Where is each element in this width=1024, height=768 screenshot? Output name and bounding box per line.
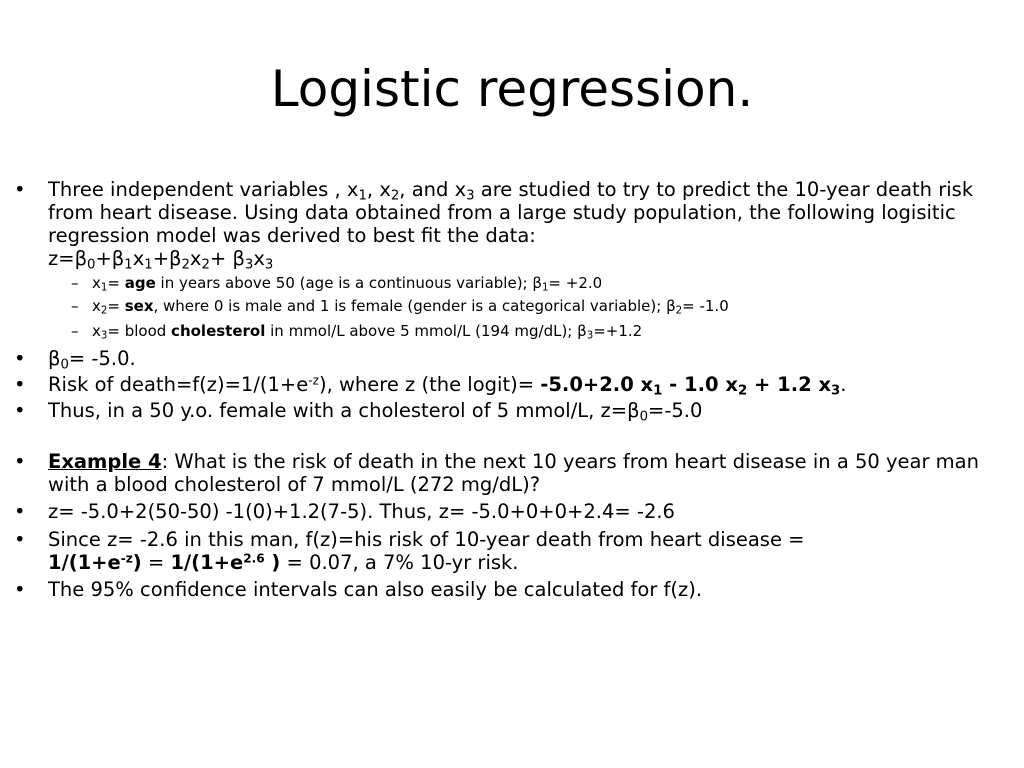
subscript: 1 bbox=[358, 188, 367, 204]
text: = -1.0 bbox=[682, 297, 729, 315]
text: x bbox=[92, 322, 101, 340]
text: in years above 50 (age is a continuous variable); β bbox=[155, 274, 542, 292]
text: -5.0+2.0 x bbox=[540, 373, 654, 396]
text: Risk of death=f(z)=1/(1+e bbox=[48, 373, 309, 396]
text: =+1.2 bbox=[593, 322, 643, 340]
subscript: 1 bbox=[653, 383, 663, 399]
bullet-marker: • bbox=[14, 528, 26, 551]
dash-marker: – bbox=[71, 274, 79, 292]
text: z= -5.0+2(50-50) -1(0)+1.2(7-5). Thus, z= -5.0+0+0+2.4= -2.6 bbox=[48, 500, 675, 523]
text: x bbox=[132, 247, 145, 270]
text: The 95% confidence intervals can also easily be calculated for f(z). bbox=[48, 578, 703, 601]
example-heading: Example 4 bbox=[48, 450, 162, 473]
text: x bbox=[92, 297, 101, 315]
subscript: 1 bbox=[124, 257, 133, 273]
text: x bbox=[189, 247, 202, 270]
subscript: 2 bbox=[675, 305, 683, 317]
bold-term: age bbox=[124, 274, 156, 292]
bullet-confidence-intervals bbox=[14, 578, 1014, 601]
bullet-marker: • bbox=[14, 450, 26, 473]
subscript: 0 bbox=[87, 257, 96, 273]
text: , and x bbox=[399, 178, 467, 201]
text: , x bbox=[366, 178, 391, 201]
subscript: 0 bbox=[639, 409, 648, 425]
text: = 0.07, a 7% 10-yr risk. bbox=[280, 551, 519, 574]
subscript: 3 bbox=[831, 383, 841, 399]
text: Thus, in a 50 y.o. female with a cholesterol of 5 mmol/L, z=β bbox=[48, 399, 640, 422]
bold-expression: ) bbox=[132, 551, 142, 574]
slide-body bbox=[14, 178, 1014, 601]
subscript: 3 bbox=[466, 188, 475, 204]
subscript: 0 bbox=[60, 357, 69, 373]
bullet-marker: • bbox=[14, 500, 26, 523]
text: =-5.0 bbox=[648, 399, 703, 422]
text: + 1.2 x bbox=[747, 373, 832, 396]
bold-term: cholesterol bbox=[171, 322, 266, 340]
model-formula bbox=[48, 247, 274, 273]
subscript: 3 bbox=[100, 330, 108, 342]
dash-marker: – bbox=[71, 322, 79, 340]
subscript: 2 bbox=[100, 305, 108, 317]
text: - 1.0 x bbox=[662, 373, 738, 396]
superscript: -z bbox=[308, 373, 319, 388]
text: are studied to try to predict the 10-year death risk from heart disease. Using data obtained from a large study population, the following logisitic regression model was derived to best fit the data: bbox=[48, 178, 974, 247]
superscript: -z bbox=[120, 551, 133, 566]
superscript: 2.6 bbox=[243, 551, 265, 566]
dash-marker: – bbox=[71, 297, 79, 315]
text: x bbox=[92, 274, 101, 292]
bullet-risk-formula bbox=[14, 373, 1014, 399]
text: +β bbox=[152, 247, 182, 270]
bold-expression: 1/(1+e bbox=[48, 551, 121, 574]
subscript: 1 bbox=[541, 282, 549, 294]
text: = blood bbox=[107, 322, 172, 340]
text: = bbox=[107, 297, 125, 315]
bullet-risk-result bbox=[14, 528, 1014, 574]
text: = bbox=[107, 274, 125, 292]
text: β bbox=[48, 347, 61, 370]
text: ), where z (the logit)= bbox=[318, 373, 541, 396]
subscript: 3 bbox=[264, 257, 274, 273]
text: x bbox=[253, 247, 265, 270]
subscript: 1 bbox=[144, 257, 153, 273]
text: + β bbox=[209, 247, 245, 270]
text: . bbox=[840, 373, 847, 396]
bullet-marker: • bbox=[14, 399, 26, 422]
subscript: 1 bbox=[100, 282, 108, 294]
text: , where 0 is male and 1 is female (gender is a categorical variable); β bbox=[153, 297, 676, 315]
text: Since z= -2.6 in this man, f(z)=his risk of 10-year death from heart disease = bbox=[48, 528, 805, 551]
bold-term: sex bbox=[124, 297, 154, 315]
sub-bullet-age bbox=[14, 273, 1014, 293]
bullet-z-calculation bbox=[14, 500, 1014, 523]
bold-expression: 1/(1+e bbox=[170, 551, 244, 574]
text: z=β bbox=[48, 247, 88, 270]
text: = +2.0 bbox=[548, 274, 603, 292]
text: = -5.0. bbox=[68, 347, 136, 370]
bullet-example-4 bbox=[14, 450, 1014, 496]
subscript: 2 bbox=[390, 188, 400, 204]
bullet-marker: • bbox=[14, 178, 26, 201]
text: Three independent variables , x bbox=[48, 178, 359, 201]
slide-title: Logistic regression. bbox=[270, 60, 754, 118]
text: : What is the risk of death in the next 10 years from heart disease in a 50 year man with a blood cholesterol of 7 mmol/L (272 mg/dL)? bbox=[48, 450, 979, 496]
subscript: 3 bbox=[586, 330, 594, 342]
bullet-beta0 bbox=[14, 347, 1014, 373]
text: +β bbox=[95, 247, 125, 270]
subscript: 3 bbox=[244, 257, 254, 273]
bold-expression: ) bbox=[264, 551, 281, 574]
text: in mmol/L above 5 mmol/L (194 mg/dL); β bbox=[265, 322, 587, 340]
logit-expression bbox=[540, 373, 841, 399]
text: = bbox=[141, 551, 171, 574]
bullet-marker: • bbox=[14, 347, 26, 370]
bullet-marker: • bbox=[14, 578, 26, 601]
subscript: 2 bbox=[201, 257, 210, 273]
sub-bullet-sex bbox=[14, 296, 1014, 316]
subscript: 2 bbox=[737, 383, 748, 399]
bullet-female-example bbox=[14, 399, 1014, 425]
bullet-intro bbox=[14, 178, 1014, 273]
subscript: 2 bbox=[181, 257, 190, 273]
bullet-marker: • bbox=[14, 373, 26, 396]
sub-bullet-cholesterol bbox=[14, 321, 1014, 341]
